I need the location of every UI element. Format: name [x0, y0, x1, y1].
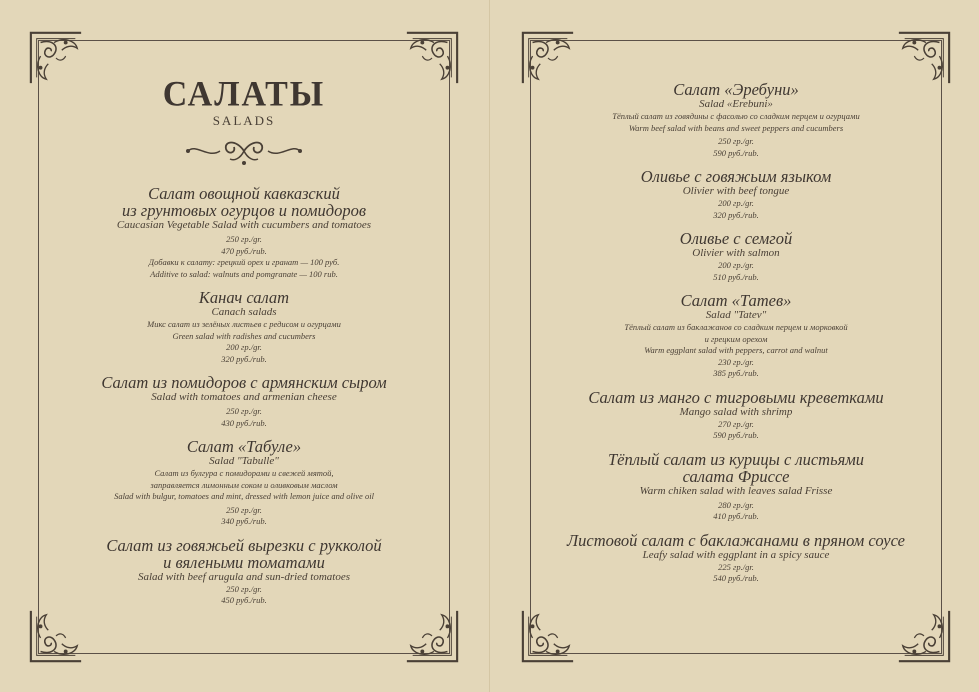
dish-description-en: Warm beef salad with beans and sweet peppers and cucumbers	[628, 122, 844, 133]
dish-price: 430 руб./rub.	[221, 417, 267, 428]
dish-description: и грецким орехом	[704, 333, 768, 344]
dish-name: Канач салат	[198, 288, 290, 307]
dish-description: Микс салат из зелёных листьев с редисом и огурцами	[147, 319, 341, 329]
dish-weight: 250 гр./gr.	[226, 406, 262, 416]
dish-name: Салат из манго с тигровыми креветками	[588, 387, 884, 407]
dish-extra: Добавки к салату: грецкий орех и гранат — 100 руб.	[148, 257, 340, 267]
menu-item	[39, 537, 449, 607]
menu-list	[531, 81, 941, 594]
corner-ornament-icon	[27, 607, 85, 665]
dish-price: 320 руб./rub.	[221, 353, 267, 364]
corner-ornament-icon	[403, 607, 461, 665]
dish-name: Салат из помидоров с армянским сыром	[101, 373, 387, 392]
dish-name: салата Фриссе	[682, 466, 790, 486]
dish-name-en: Olivier with beef tongue	[682, 185, 790, 197]
dish-description: Салат из булгура с помидорами и свежей мятой,	[154, 468, 334, 478]
menu-item	[39, 289, 449, 365]
dish-price: 590 руб./rub.	[713, 430, 759, 440]
menu-item	[531, 230, 941, 283]
menu-item	[39, 374, 449, 429]
dish-weight: 250 гр./gr.	[226, 583, 262, 594]
corner-ornament-icon	[895, 607, 953, 665]
flourish-divider-icon	[184, 133, 304, 167]
dish-description-en: Salad with bulgur, tomatoes and mint, dressed with lemon juice and olive oil	[114, 491, 374, 501]
dish-weight: 230 гр./gr.	[718, 356, 754, 367]
dish-price: 540 руб./rub.	[713, 573, 759, 583]
dish-description: Тёплый салат из баклажанов со сладким перцем и морковкой	[624, 322, 848, 332]
dish-price: 340 руб./rub.	[221, 516, 267, 526]
dish-price: 385 руб./rub.	[713, 368, 759, 378]
dish-description: заправляется лимонным соком и оливковым маслом	[150, 479, 338, 490]
corner-ornament-icon	[519, 607, 577, 665]
dish-name: Оливье с говяжьим языком	[640, 167, 832, 186]
dish-description-en: Warm eggplant salad with peppers, carrot and walnut	[644, 345, 828, 355]
dish-weight: 250 гр./gr.	[226, 504, 262, 515]
dish-price: 470 руб./rub.	[221, 245, 267, 256]
dish-price: 510 руб./rub.	[713, 271, 759, 282]
dish-name: Салат овощной кавказский	[148, 184, 340, 203]
corner-ornament-icon	[895, 29, 953, 87]
section-heading	[39, 77, 449, 171]
dish-name-en: Canach salads	[211, 306, 277, 318]
dish-price: 590 руб./rub.	[713, 147, 759, 158]
section-subtitle: SALADS	[212, 113, 276, 128]
menu-page-left	[0, 0, 489, 692]
dish-name: Тёплый салат из курицы с листьями	[607, 449, 865, 469]
dish-price: 450 руб./rub.	[221, 595, 267, 605]
menu-page-right	[490, 0, 979, 692]
corner-ornament-icon	[519, 29, 577, 87]
dish-price: 320 руб./rub.	[713, 209, 759, 220]
dish-name: Оливье с семгой	[679, 229, 793, 248]
dish-weight: 200 гр./gr.	[718, 260, 754, 270]
menu-item	[531, 389, 941, 442]
dish-name-en: Olivier with salmon	[692, 247, 780, 259]
section-title: САЛАТЫ	[162, 75, 326, 114]
menu-item	[39, 438, 449, 528]
dish-name-en: Leafy salad with eggplant in a spicy sauce	[642, 548, 830, 561]
dish-name-en: Salad with beef arugula and sun-dried tomatoes	[137, 570, 351, 583]
page-frame	[38, 40, 450, 654]
dish-name: Листовой салат с баклажанами в пряном соусе	[566, 530, 906, 550]
dish-weight: 200 гр./gr.	[226, 342, 262, 352]
dish-name: Салат «Табуле»	[186, 437, 302, 456]
dish-name: Салат из говяжьей вырезки с рукколой	[106, 535, 382, 555]
dish-name: и вялеными томатами	[163, 552, 325, 572]
dish-description-en: Green salad with radishes and cucumbers	[172, 330, 316, 341]
dish-name-en: Salad with tomatoes and armenian cheese	[151, 391, 337, 403]
menu-item	[531, 168, 941, 221]
menu-item	[531, 292, 941, 380]
dish-name: Салат «Эребуни»	[673, 80, 799, 99]
dish-name-en: Salad «Erebuni»	[699, 98, 773, 110]
menu-item	[531, 81, 941, 159]
dish-extra-en: Additive to salad: walnuts and pomgranate — 100 rub.	[150, 268, 338, 279]
menu-list	[39, 185, 449, 616]
dish-name-en: Mango salad with shrimp	[679, 405, 793, 418]
dish-weight: 270 гр./gr.	[718, 418, 754, 429]
dish-name: из грунтовых огурцов и помидоров	[121, 201, 367, 220]
dish-name-en: Salad "Tatev"	[705, 309, 767, 321]
dish-weight: 250 гр./gr.	[718, 136, 754, 146]
dish-name-en: Salad "Tabulle"	[209, 455, 279, 467]
menu-item	[531, 532, 941, 585]
dish-name: Салат «Татев»	[680, 291, 792, 310]
dish-weight: 225 гр./gr.	[718, 561, 754, 572]
dish-price: 410 руб./rub.	[713, 511, 759, 521]
page-frame	[530, 40, 942, 654]
dish-name-en: Warm chiken salad with leaves salad Frisse	[639, 484, 833, 497]
dish-weight: 200 гр./gr.	[718, 198, 754, 208]
dish-name-en: Caucasian Vegetable Salad with cucumbers and tomatoes	[116, 219, 372, 231]
dish-description: Тёплый салат из говядины с фасолью со сладким перцем и огурцами	[612, 111, 860, 121]
menu-item	[531, 451, 941, 523]
dish-weight: 250 гр./gr.	[226, 234, 262, 244]
dish-weight: 280 гр./gr.	[718, 499, 754, 510]
menu-item	[39, 185, 449, 280]
